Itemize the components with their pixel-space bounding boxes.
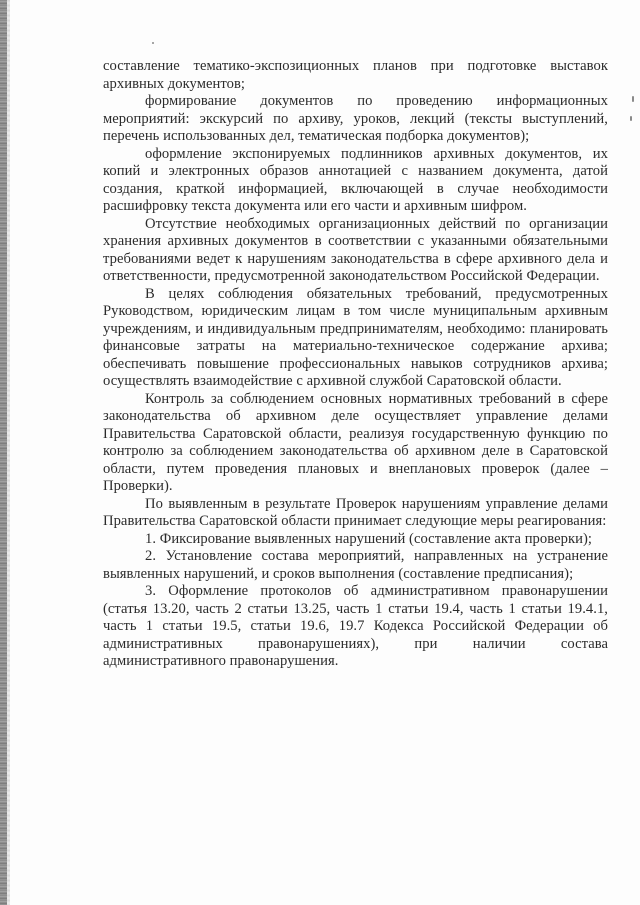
list-item-3: 3. Оформление протоколов об административном правонарушении (статья 13.20, часть 2 статьи 13.25, часть 1 статьи 19.4, часть 1 статьи 19.4.1, часть 1 статьи 19.5, статьи 19.6, 19.7 Кодекса Российской Федерации об административных правонарушениях), при наличии состава административного правонарушения. (103, 583, 608, 669)
list-item-1: 1. Фиксирование выявленных нарушений (составление акта проверки); (145, 530, 592, 547)
paragraph-1: составление тематико-экспозиционных планов при подготовке выставок архивных документов; (103, 58, 608, 92)
scan-speck (632, 96, 634, 102)
scanner-edge-artifact (0, 0, 7, 905)
scanner-edge-shadow (7, 0, 10, 905)
list-item-2: 2. Установление состава мероприятий, направленных на устранение выявленных нарушений, и сроков выполнения (составление предписания); (103, 548, 608, 582)
paragraph-6: Контроль за соблюдением основных нормативных требований в сфере законодательства об архивном деле осуществляет управление делами Правительства Саратовской области, реализуя государственную функцию по контролю за соблюдением законодательства об архивном деле в Саратовской области, путем проведения плановых и внеплановых проверок (далее – Проверки). (103, 390, 608, 494)
paragraph-4: Отсутствие необходимых организационных действий по организации хранения архивных документов в соответствии с указанными обязательными требованиями ведет к нарушениям законодательства в сфере архивного дела и ответственности, предусмотренной законодательством Российской Федерации. (103, 215, 608, 284)
paragraph-2: формирование документов по проведению информационных мероприятий: экскурсий по архиву, уроков, лекций (тексты выступлений, перечень использованных дел, тематическая подборка документов); (103, 93, 608, 144)
paragraph-3: оформление экспонируемых подлинников архивных документов, их копий и электронных образов аннотацией с названием документа, датой создания, краткой информацией, включающей в случае необходимости расшифровку текста документа или его части и архивным шифром. (103, 145, 608, 214)
paragraph-5: В целях соблюдения обязательных требований, предусмотренных Руководством, юридическим лицам в том числе муниципальным архивным учреждениям, и индивидуальным предпринимателям, необходимо: планировать финансовые затраты на материально-техническое содержание архива; обеспечивать повышение профессиональных навыков сотрудников архива; осуществлять взаимодействие с архивной службой Саратовской области. (103, 285, 608, 389)
paragraph-7: По выявленным в результате Проверок нарушениям управление делами Правительства Саратовской области принимает следующие меры реагирования: (103, 495, 608, 529)
scan-speck (152, 42, 154, 44)
document-body (103, 58, 608, 671)
scan-speck (630, 116, 632, 121)
